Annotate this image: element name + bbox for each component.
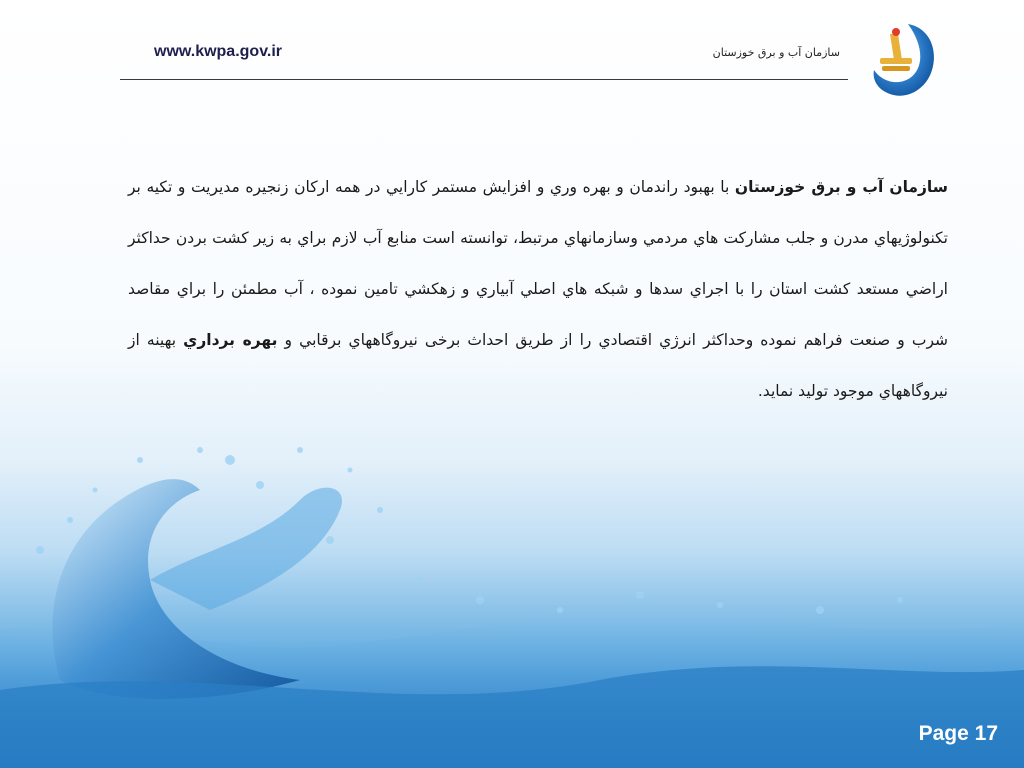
term-bold: بهره برداري — [183, 331, 278, 349]
org-name-bold: سازمان آب و برق خوزستان — [734, 178, 948, 196]
header-divider — [120, 79, 848, 80]
body-paragraph — [128, 162, 948, 417]
header-url: www.kwpa.gov.ir — [154, 43, 283, 60]
body-part-1: با بهبود راندمان و بهره وري و افزايش مستمر كارايي در همه اركان زنجيره مديريت و تكيه بر تكنولوژيهاي مدرن و جلب مشاركت هاي مردمي وسازمانهاي مرتبط، توانسته است منابع آب لازم براي به زير كشت بردن حداكثر اراضي مستعد كشت استان را با اجراي سدها و شبكه هاي اصلي آبياري و زهكشي تامين نموده ، آب مطمئن را براي مقاصد شرب و صنعت فراهم نموده وحداكثر انرژي اقتصادي را از طريق احداث برخی نيروگاههاي برقابي و — [128, 178, 948, 349]
header-org-name: سازمان آب و برق خوزستان — [712, 46, 840, 59]
water-splash-image — [0, 430, 1024, 768]
kwpa-logo — [868, 20, 938, 100]
page-number: Page 17 — [918, 722, 998, 745]
body-part-2: بهينه از نيروگاههاي موجود توليد نمايد. — [128, 331, 948, 400]
